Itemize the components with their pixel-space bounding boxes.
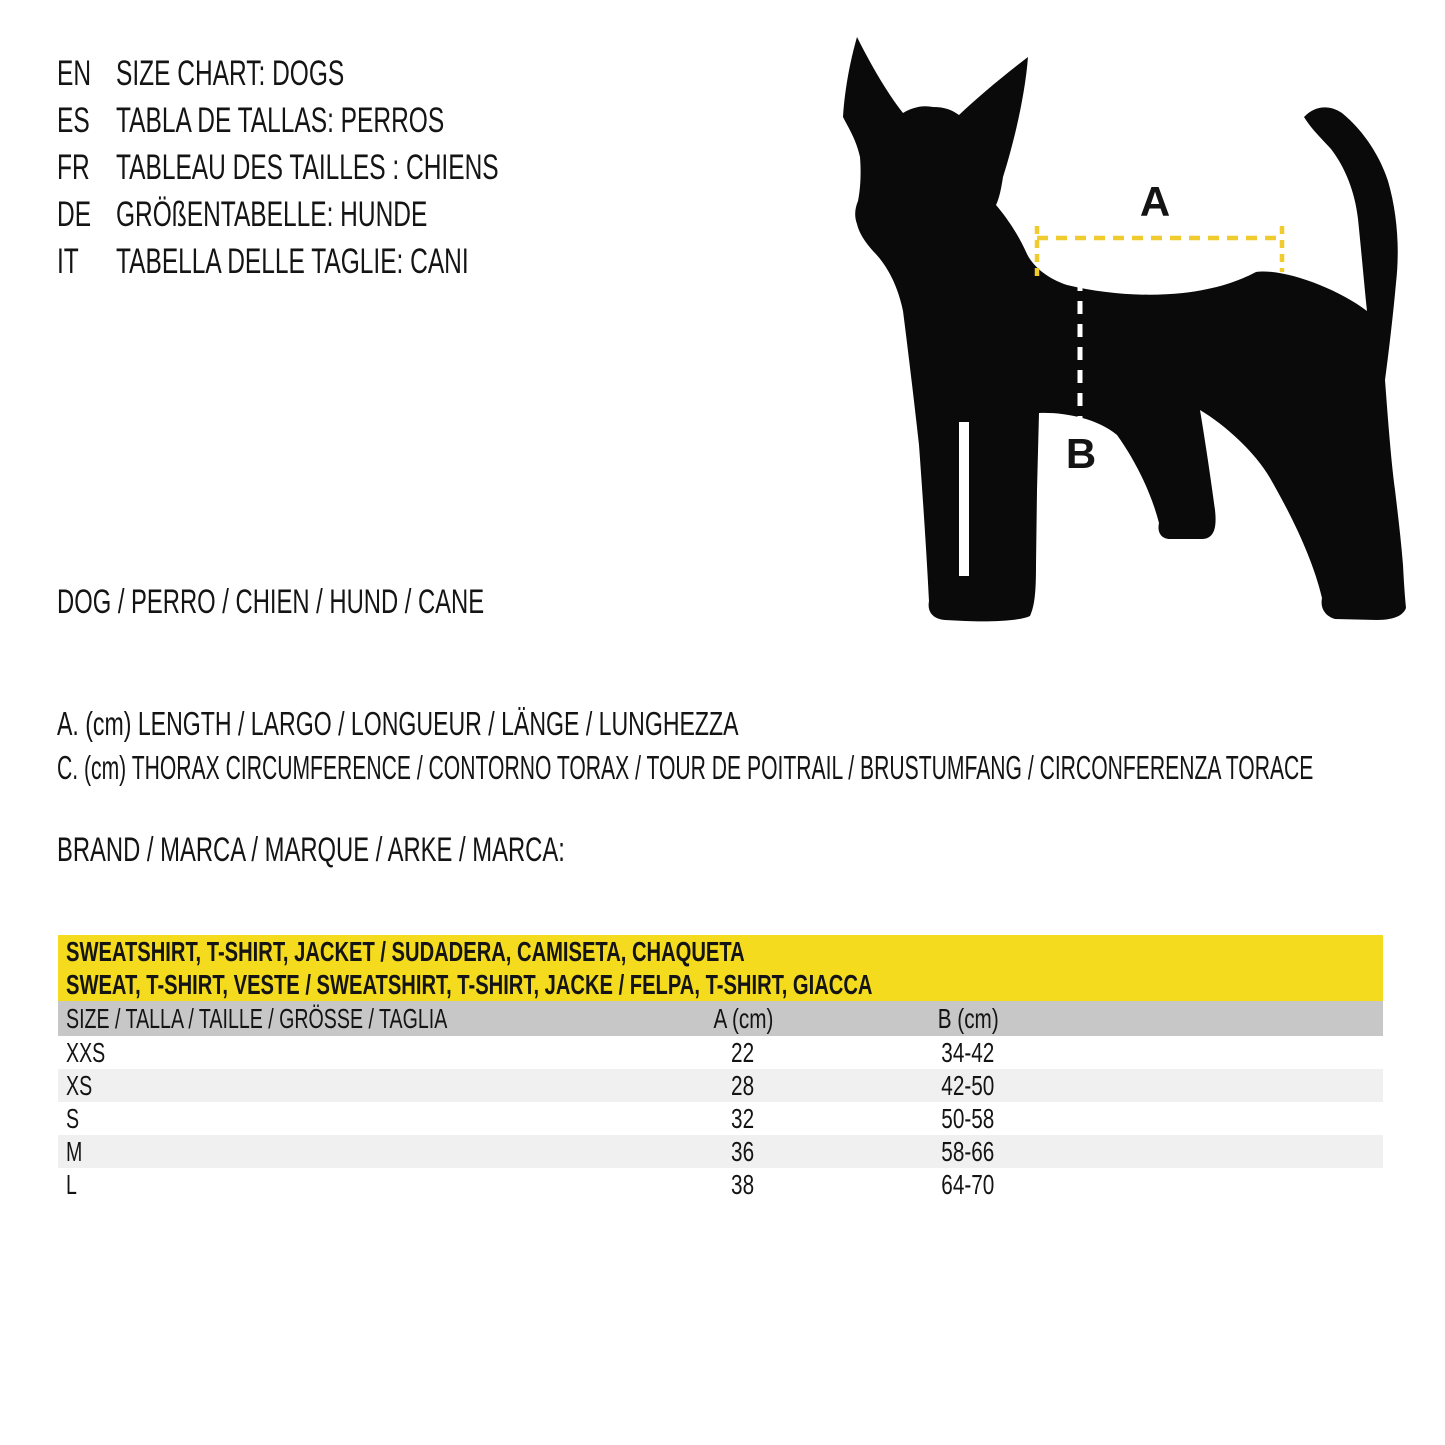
brand-caption: BRAND / MARCA / MARQUE / ARKE / MARCA: xyxy=(57,831,565,869)
col-header-size: SIZE / TALLA / TAILLE / GRÖSSE / TAGLIA xyxy=(66,1003,448,1034)
a-cell: 22 xyxy=(731,1037,755,1068)
measurement-c-definition: C. (cm) THORAX CIRCUMFERENCE / CONTORNO TORAX / TOUR DE POITRAIL / BRUSTUMFANG / CIRCONFERENZA TORACE xyxy=(57,749,1314,786)
lang-row-de xyxy=(57,191,663,238)
a-cell: 28 xyxy=(731,1070,755,1101)
dog-silhouette-diagram xyxy=(815,20,1435,645)
size-cell: XXS xyxy=(66,1037,106,1068)
table-row-xs xyxy=(58,1069,1383,1102)
size-cell: XS xyxy=(66,1070,93,1101)
size-table xyxy=(58,935,1383,1201)
table-header-row xyxy=(58,1001,1383,1036)
table-title-band xyxy=(58,935,1383,1001)
a-cell: 32 xyxy=(731,1103,755,1134)
lang-title: GRÖßENTABELLE: HUNDE xyxy=(116,195,428,234)
size-cell: M xyxy=(66,1136,83,1167)
lang-code: EN xyxy=(57,54,92,93)
b-cell: 64-70 xyxy=(941,1169,995,1200)
animal-caption: DOG / PERRO / CHIEN / HUND / CANE xyxy=(57,583,485,621)
lang-title: SIZE CHART: DOGS xyxy=(116,54,345,93)
b-cell: 34-42 xyxy=(941,1037,995,1068)
measure-a-label: A xyxy=(1139,178,1171,225)
table-row-xxs xyxy=(58,1036,1383,1069)
measure-b-label: B xyxy=(1065,430,1097,477)
col-header-b: B (cm) xyxy=(937,1003,999,1034)
lang-row-it xyxy=(57,238,663,285)
lang-title: TABLEAU DES TAILLES : CHIENS xyxy=(116,148,499,187)
measurement-a-definition: A. (cm) LENGTH / LARGO / LONGUEUR / LÄNGE / LUNGHEZZA xyxy=(57,705,739,742)
b-cell: 50-58 xyxy=(941,1103,995,1134)
table-row-m xyxy=(58,1135,1383,1168)
lang-row-es xyxy=(57,97,663,144)
lang-code: ES xyxy=(57,101,90,140)
table-row-s xyxy=(58,1102,1383,1135)
lang-code: DE xyxy=(57,195,92,234)
size-cell: S xyxy=(66,1103,80,1134)
col-header-a: A (cm) xyxy=(713,1003,773,1034)
table-title-line-2: SWEAT, T-SHIRT, VESTE / SWEATSHIRT, T-SHIRT, JACKE / FELPA, T-SHIRT, GIACCA xyxy=(66,969,873,1000)
lang-row-fr xyxy=(57,144,663,191)
lang-code: IT xyxy=(57,242,79,281)
b-cell: 42-50 xyxy=(941,1070,995,1101)
a-cell: 36 xyxy=(731,1136,755,1167)
table-title-line-1: SWEATSHIRT, T-SHIRT, JACKET / SUDADERA, CAMISETA, CHAQUETA xyxy=(66,936,745,967)
a-cell: 38 xyxy=(731,1169,755,1200)
language-title-block xyxy=(57,50,663,285)
lang-row-en xyxy=(57,50,663,97)
b-cell: 58-66 xyxy=(941,1136,995,1167)
lang-title: TABELLA DELLE TAGLIE: CANI xyxy=(116,242,469,281)
lang-title: TABLA DE TALLAS: PERROS xyxy=(116,101,445,140)
size-cell: L xyxy=(66,1169,77,1200)
table-row-l xyxy=(58,1168,1383,1201)
dog-silhouette-icon xyxy=(843,37,1406,621)
lang-code: FR xyxy=(57,148,90,187)
